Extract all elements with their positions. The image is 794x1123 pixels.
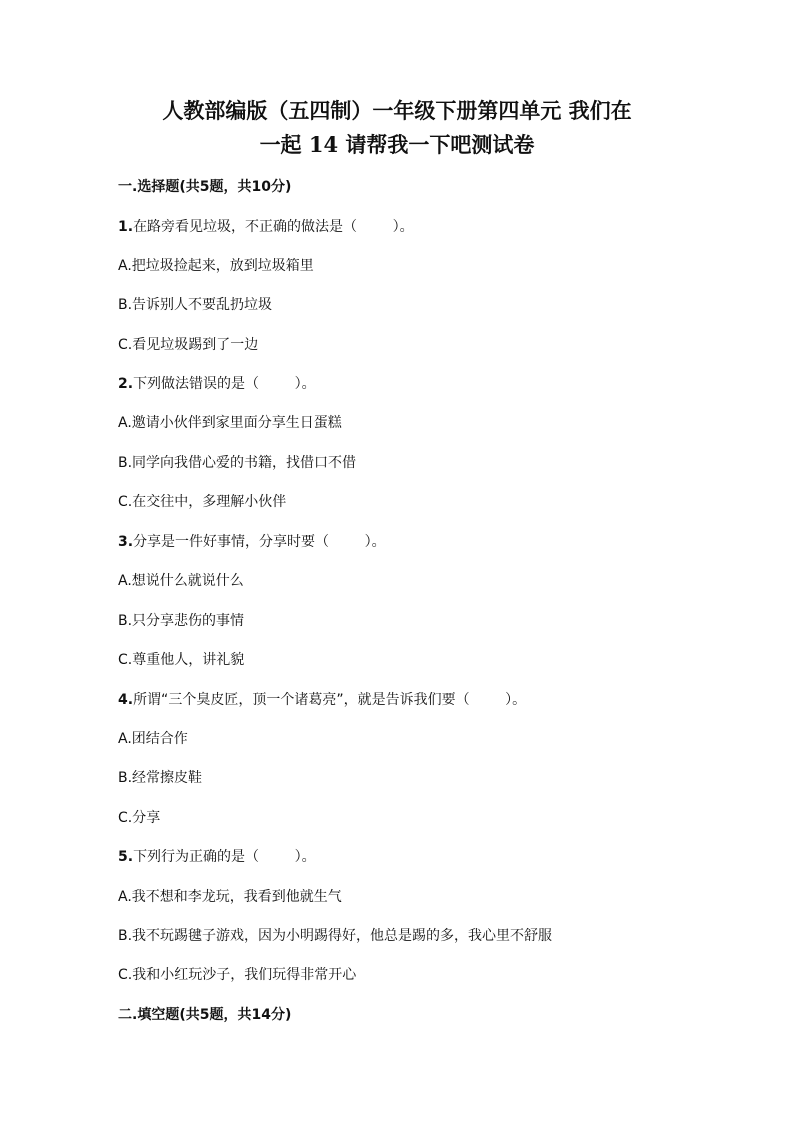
question-5-option-a: A.我不想和李龙玩，我看到他就生气	[118, 889, 342, 905]
document-title-line-2: 一起 14 请帮我一下吧测试卷	[259, 132, 535, 157]
question-number: 2.	[118, 376, 134, 392]
question-number: 3.	[118, 534, 134, 550]
question-1-option-c: C.看见垃圾踢到了一边	[118, 337, 259, 353]
question-number: 4.	[118, 692, 134, 708]
question-stem: 下列行为正确的是（ ）。	[133, 849, 316, 865]
question-3-option-b: B.只分享悲伤的事情	[118, 613, 245, 629]
section-heading-fill-in-blank: 二.填空题(共5题，共14分)	[118, 1007, 292, 1023]
question-4-option-b: B.经常擦皮鞋	[118, 770, 203, 786]
question-3-option-a: A.想说什么就说什么	[118, 573, 244, 589]
question-stem: 在路旁看见垃圾，不正确的做法是（ ）。	[133, 219, 414, 235]
question-stem: 分享是一件好事情，分享时要（ ）。	[133, 534, 386, 550]
question-stem: 下列做法错误的是（ ）。	[133, 376, 316, 392]
section-heading-multiple-choice: 一.选择题(共5题，共10分)	[118, 179, 292, 195]
question-1	[118, 217, 414, 237]
question-number: 5.	[118, 849, 134, 865]
question-3-option-c: C.尊重他人，讲礼貌	[118, 652, 245, 668]
question-5	[118, 847, 316, 867]
question-number: 1.	[118, 219, 134, 235]
question-4-option-c: C.分享	[118, 810, 161, 826]
document-title-line-1: 人教部编版（五四制）一年级下册第四单元 我们在	[162, 98, 632, 123]
question-2	[118, 374, 316, 394]
question-4-option-a: A.团结合作	[118, 731, 188, 747]
question-stem: 所谓“三个臭皮匠，顶一个诸葛亮”，就是告诉我们要（ ）。	[133, 692, 527, 708]
question-2-option-c: C.在交往中，多理解小伙伴	[118, 494, 287, 510]
question-5-option-b: B.我不玩踢毽子游戏，因为小明踢得好，他总是踢的多，我心里不舒服	[118, 928, 553, 944]
question-1-option-b: B.告诉别人不要乱扔垃圾	[118, 297, 273, 313]
question-4	[118, 690, 526, 710]
question-2-option-a: A.邀请小伙伴到家里面分享生日蛋糕	[118, 415, 342, 431]
question-1-option-a: A.把垃圾捡起来，放到垃圾箱里	[118, 258, 314, 274]
question-2-option-b: B.同学向我借心爱的书籍，找借口不借	[118, 455, 357, 471]
question-5-option-c: C.我和小红玩沙子，我们玩得非常开心	[118, 967, 357, 983]
question-3	[118, 532, 386, 552]
